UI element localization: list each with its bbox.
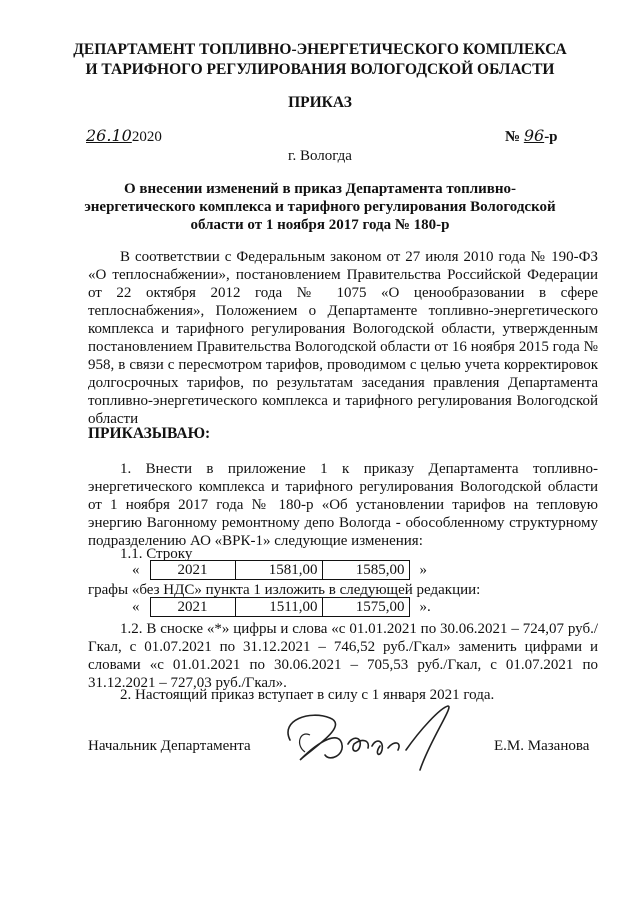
handwritten-date: 26.10 — [86, 126, 132, 145]
order-word: ПРИКАЗЫВАЮ: — [88, 425, 211, 442]
item-1-2-paragraph: 1.2. В сноске «*» цифры и слова «с 01.01.2021 по 30.06.2021 – 724,07 руб./Гкал, с 01.07.2021 по 31.12.2021 – 746,52 руб./Гкал» заменить цифрами и словами «с 01.01.2021 по 30.06.2021 – 705,53 руб./Гкал, с 01.07.2021 по 31.12.2021 – 727,03 руб./Гкал». — [88, 621, 598, 691]
item-2-paragraph: 2. Настоящий приказ вступает в силу с 1 января 2021 года. — [120, 687, 495, 703]
city: г. Вологда — [288, 148, 352, 164]
new-value-2-cell: 1575,00 — [322, 598, 409, 617]
date-year: 2020 — [131, 129, 162, 145]
title-line-1: О внесении изменений в приказ Департамента топливно- — [123, 181, 517, 197]
item-1-paragraph: 1. Внести в приложение 1 к приказу Департамента топливно-энергетического комплекса и тарифного регулирования Вологодской области от 1 ноября 2017 года № 180-р «Об установлении тарифов на тепловую энергию Вагонному ремонтному депо Вологда - обособленному структурному подразделению АО «ВРК-1» следующие изменения: — [88, 461, 598, 549]
document-number — [505, 126, 558, 146]
item-1-1-label: 1.1. Строку — [120, 546, 193, 562]
new-year-cell: 2021 — [150, 598, 235, 617]
title-line-3: области от 1 ноября 2017 года № 180-р — [190, 217, 450, 233]
number-prefix: № — [505, 129, 521, 145]
close-quote: » — [419, 562, 427, 578]
open-quote: « — [132, 599, 140, 615]
old-value-2-cell: 1585,00 — [322, 561, 409, 580]
new-row-line — [132, 597, 431, 617]
header-line-1: ДЕПАРТАМЕНТ ТОПЛИВНО-ЭНЕРГЕТИЧЕСКОГО КОМПЛЕКСА — [73, 41, 567, 58]
number-suffix: -р — [544, 129, 558, 145]
document-title — [80, 180, 560, 234]
old-row-line — [132, 560, 427, 580]
old-tariff-row — [150, 560, 410, 580]
preamble-paragraph: В соответствии с Федеральным законом от 27 июля 2010 года № 190-ФЗ «О теплоснабжении», постановлением Правительства Российской Федерации от 22 октября 2012 года № 1075 «О ценообразовании в сфере теплоснабжения», Положением о Департаменте топливно-энергетического комплекса и тарифного регулирования Вологодской области, утвержденным постановлением Правительства Вологодской области от 16 ноября 2015 года № 958, в связи с пересмотром тарифов, проводимом с целью учета корректировок долгосрочных тарифов, по результатам заседания правления Департамента топливно-энергетического комплекса и тарифного регулирования Вологодской области — [88, 249, 598, 427]
handwritten-signature — [270, 700, 470, 780]
open-quote: « — [132, 562, 140, 578]
signatory-name: Е.М. Мазанова — [494, 738, 590, 754]
new-value-1-cell: 1511,00 — [235, 598, 322, 617]
department-header — [60, 40, 580, 80]
close-quote: ». — [419, 599, 431, 615]
title-line-2: энергетического комплекса и тарифного регулирования Вологодской — [84, 199, 556, 215]
graphs-text: графы «без НДС» пункта 1 изложить в следующей редакции: — [88, 582, 481, 598]
handwritten-number: 96 — [523, 126, 545, 145]
header-line-2: И ТАРИФНОГО РЕГУЛИРОВАНИЯ ВОЛОГОДСКОЙ ОБЛАСТИ — [85, 61, 555, 78]
old-year-cell: 2021 — [150, 561, 235, 580]
document-date — [86, 126, 162, 146]
document-type: ПРИКАЗ — [288, 94, 352, 111]
old-value-1-cell: 1581,00 — [235, 561, 322, 580]
new-tariff-row — [150, 597, 410, 617]
signatory-position: Начальник Департамента — [88, 738, 251, 754]
